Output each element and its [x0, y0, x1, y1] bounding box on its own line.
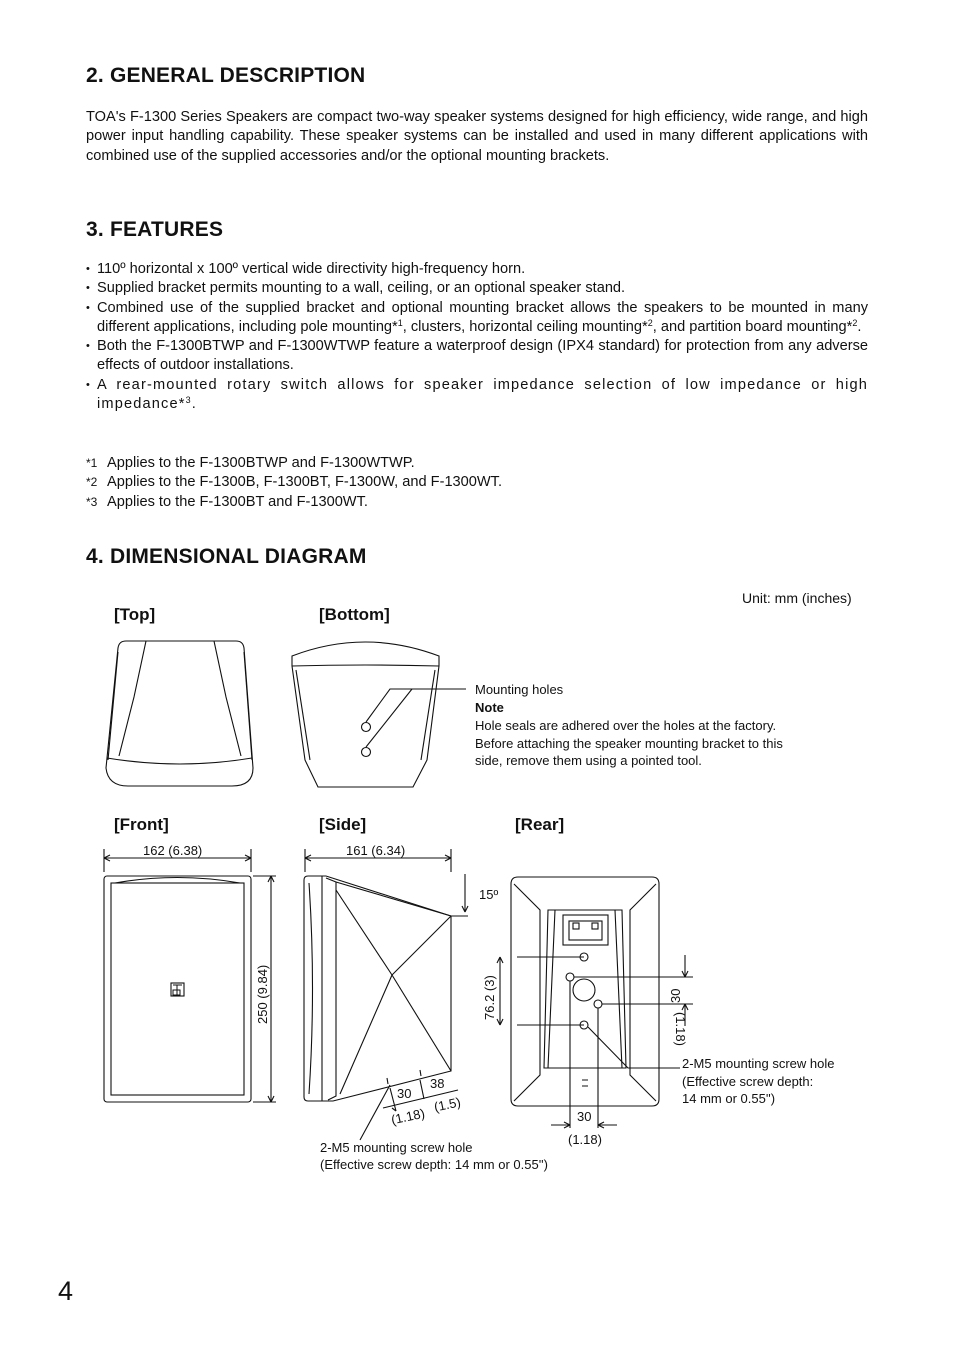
page-number: 4 — [58, 1276, 74, 1306]
front-view-drawing — [104, 849, 276, 1102]
dim-front-height: 250 (9.84) — [255, 964, 270, 1024]
note-line: side, remove them using a pointed tool. — [475, 753, 702, 768]
view-label-side: [Side] — [319, 815, 367, 834]
feature-item: • Combined use of the supplied bracket and optional mounting bracket allows the speakers to be mounted in many different applications, including pole mounting*$^1$, clusters, horizontal ceiling mounting*$^2$, and partition board mounting*$^2$. — [86, 299, 868, 338]
note-line: Hole seals are adhered over the holes at the factory. — [475, 718, 777, 733]
screw-note-side-line: (Effective screw depth: 14 mm or 0.55'') — [320, 1157, 548, 1172]
feature-item: • A rear-mounted rotary switch allows for speaker impedance selection of low impedance or high impedance*$^3$. — [86, 376, 868, 415]
footnote: *2 Applies to the F-1300B, F-1300BT, F-1300W, and F-1300WT. — [86, 474, 503, 491]
screw-note-rear-line: 14 mm or 0.55'') — [682, 1091, 776, 1106]
features-heading: 3. FEATURES — [86, 218, 224, 241]
dim-rear-118-horizontal: (1.18) — [568, 1132, 602, 1147]
dim-side-depth: 161 (6.34) — [346, 843, 406, 858]
dim-side-30: 30 — [397, 1086, 412, 1101]
note-title: Note — [475, 700, 504, 715]
view-label-front: [Front] — [114, 815, 169, 834]
unit-label: Unit: mm (inches) — [742, 590, 852, 606]
feature-item: • 110º horizontal x 100º vertical wide directivity high-frequency horn. — [86, 260, 868, 279]
dim-front-width: 162 (6.38) — [143, 843, 203, 858]
dim-rear-762: 76.2 (3) — [482, 975, 497, 1020]
screw-note-side-line: 2-M5 mounting screw hole — [320, 1140, 473, 1155]
general-description-body: TOA's F-1300 Series Speakers are compact two-way speaker systems designed for high efficiency, wide range, and high power input handling capability. These speaker systems can be installed and used in many different applications with combined use of the supplied accessories and/or the optional mounting brackets. — [86, 109, 868, 164]
dim-side-15: (1.5) — [432, 1094, 462, 1115]
view-label-bottom: [Bottom] — [319, 605, 390, 624]
feature-item: • Both the F-1300BTWP and F-1300WTWP feature a waterproof design (IPX4 standard) for protection from any adverse effects of outdoor installations. — [86, 337, 868, 376]
screw-note-rear-line: (Effective screw depth: — [682, 1074, 814, 1089]
top-view-drawing — [106, 641, 253, 786]
general-description-heading: 2. GENERAL DESCRIPTION — [86, 64, 366, 87]
dimensional-diagram-heading: 4. DIMENSIONAL DIAGRAM — [86, 545, 367, 568]
feature-item: • Supplied bracket permits mounting to a wall, ceiling, or an optional speaker stand. — [86, 279, 868, 298]
footnote: *1 Applies to the F-1300BTWP and F-1300WTWP. — [86, 455, 415, 471]
dim-rear-30-vertical: 30 — [668, 988, 683, 1003]
view-label-top: [Top] — [114, 605, 156, 624]
side-view-drawing — [304, 849, 468, 1140]
dim-side-118: (1.18) — [389, 1105, 427, 1128]
footnote: *3 Applies to the F-1300BT and F-1300WT. — [86, 493, 368, 510]
dim-rear-118-vertical: (1.18) — [673, 1012, 688, 1046]
dim-rear-30-horizontal: 30 — [577, 1109, 592, 1124]
note-line: Before attaching the speaker mounting bracket to this — [475, 736, 783, 751]
rear-view-drawing — [497, 877, 693, 1128]
bottom-view-drawing — [292, 642, 466, 787]
dim-side-38: 38 — [430, 1076, 445, 1091]
mounting-holes-label: Mounting holes — [475, 682, 564, 697]
screw-note-rear-line: 2-M5 mounting screw hole — [682, 1056, 835, 1071]
dim-angle: 15º — [479, 887, 499, 902]
view-label-rear: [Rear] — [515, 815, 565, 834]
